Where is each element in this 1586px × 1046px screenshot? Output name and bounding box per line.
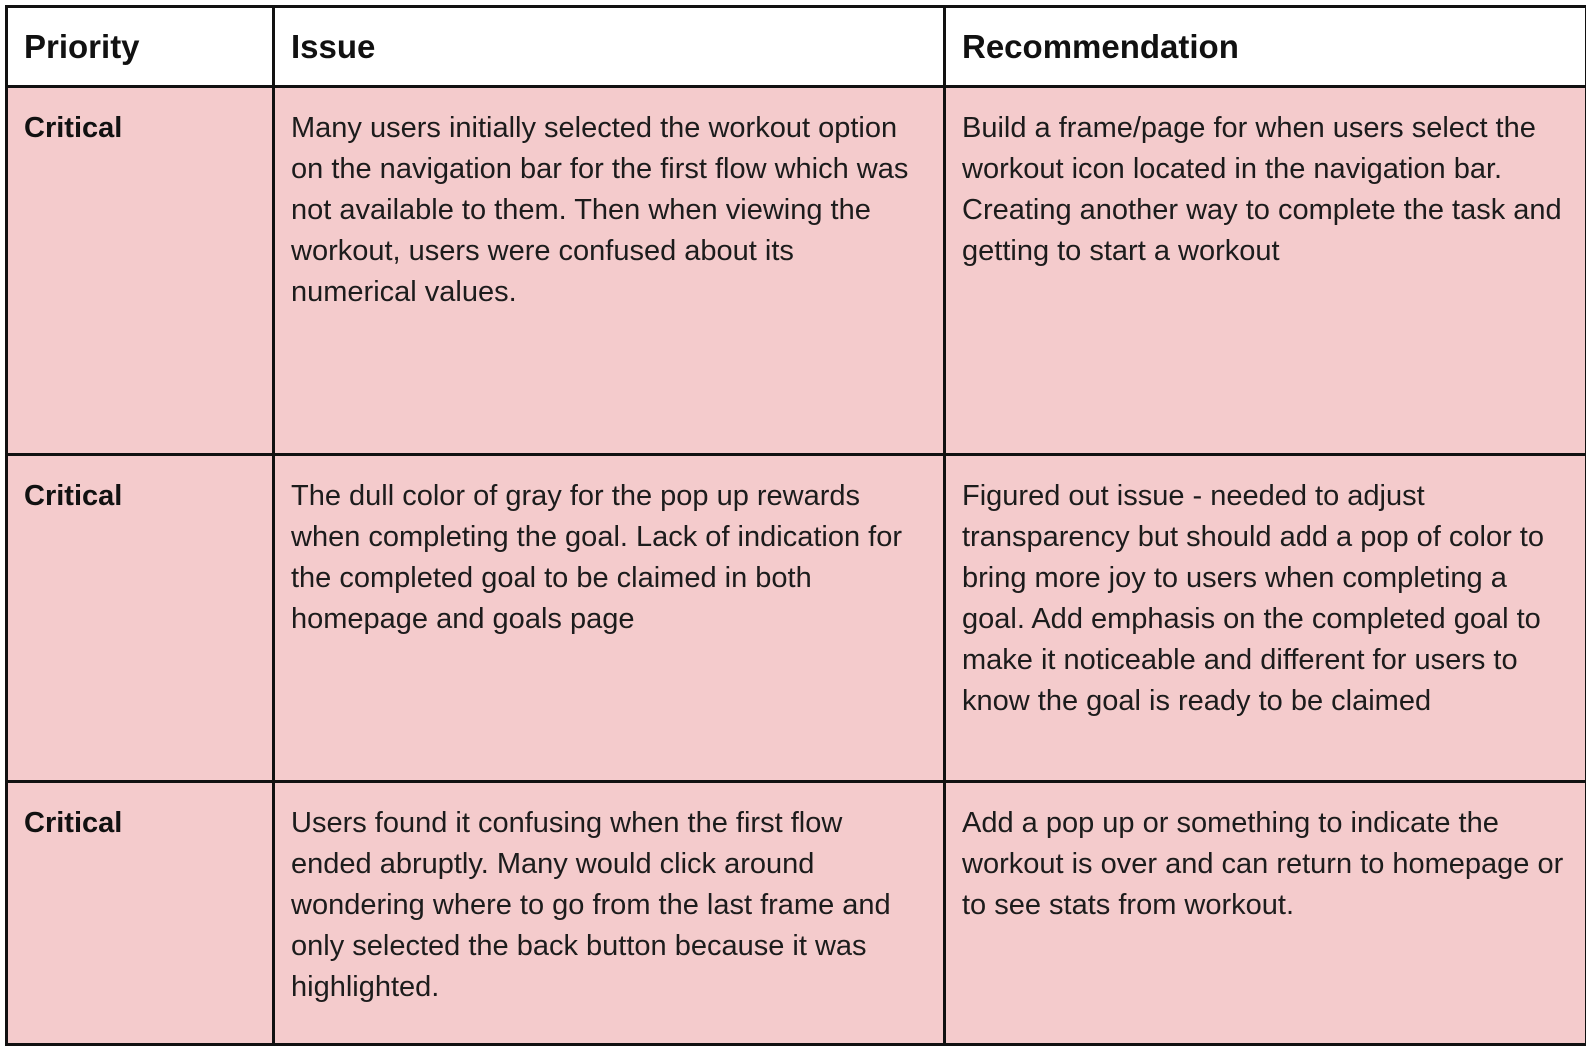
header-issue: Issue: [274, 7, 945, 87]
recommendation-cell: Add a pop up or something to indicate the workout is over and can return to homepage or to see stats from workout.: [945, 782, 1586, 1045]
issue-cell: The dull color of gray for the pop up rewards when completing the goal. Lack of indication for the completed goal to be claimed in both homepage and goals page: [274, 455, 945, 782]
table-row: [7, 87, 1586, 455]
issue-cell: Many users initially selected the workout option on the navigation bar for the first flow which was not available to them. Then when viewing the workout, users were confused about its numerical values.: [274, 87, 945, 455]
priority-cell: Critical: [7, 87, 274, 455]
usability-findings-table: [5, 5, 1586, 1046]
issue-cell: Users found it confusing when the first flow ended abruptly. Many would click around wondering where to go from the last frame and only selected the back button because it was highlighted.: [274, 782, 945, 1045]
recommendation-cell: Figured out issue - needed to adjust transparency but should add a pop of color to bring more joy to users when completing a goal. Add emphasis on the completed goal to make it noticeable and different for users to know the goal is ready to be claimed: [945, 455, 1586, 782]
header-recommendation: Recommendation: [945, 7, 1586, 87]
recommendation-cell: Build a frame/page for when users select the workout icon located in the navigation bar. Creating another way to complete the task and getting to start a workout: [945, 87, 1586, 455]
priority-cell: Critical: [7, 455, 274, 782]
table-row: [7, 782, 1586, 1045]
priority-cell: Critical: [7, 782, 274, 1045]
header-priority: Priority: [7, 7, 274, 87]
table-row: [7, 455, 1586, 782]
header-row: [7, 7, 1586, 87]
